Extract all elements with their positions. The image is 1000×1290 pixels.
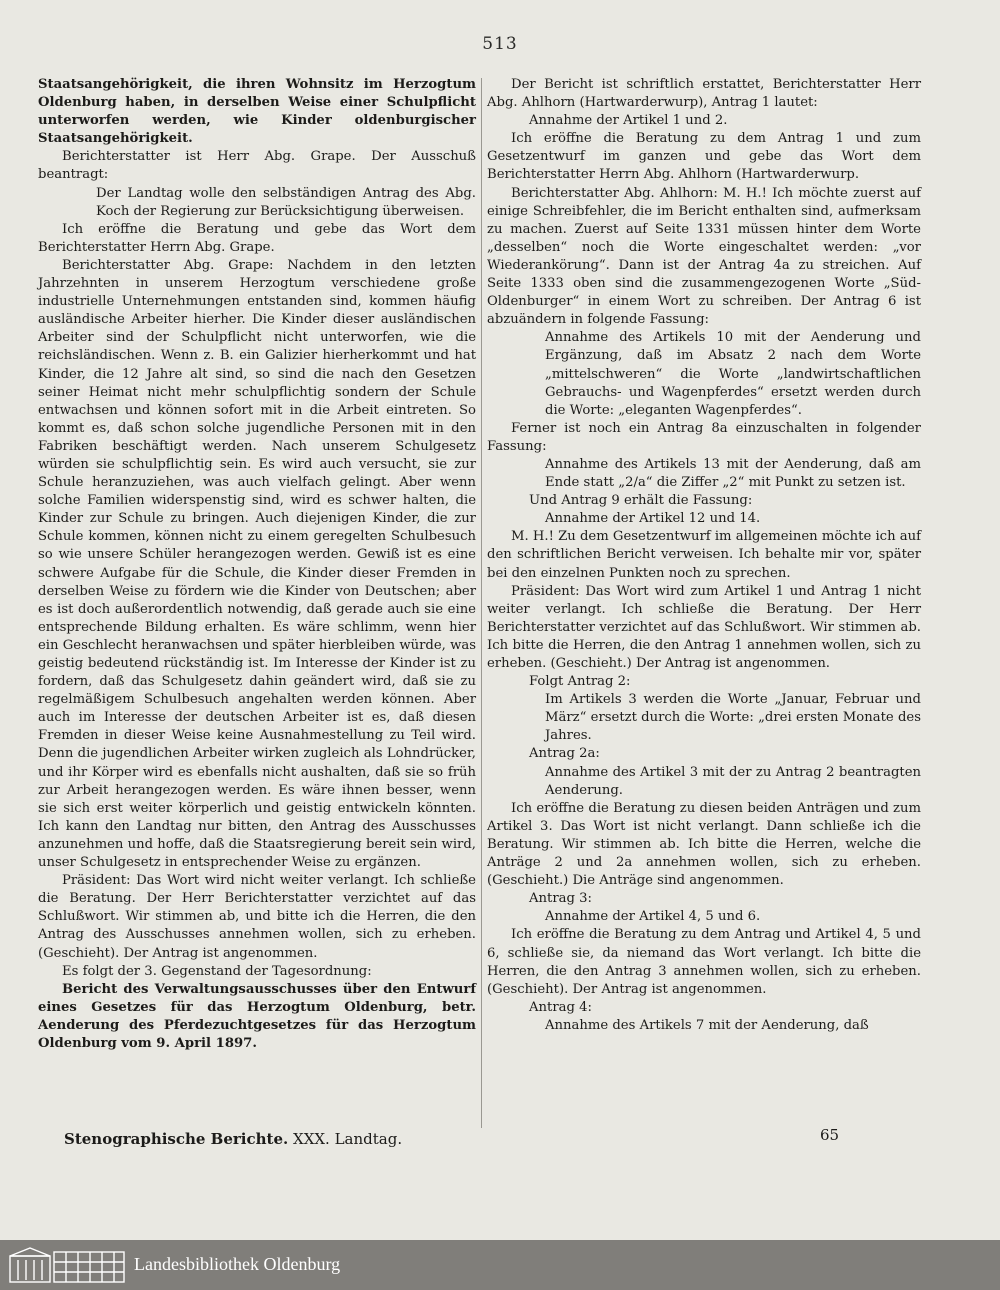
left-column-paragraph: Es folgt der 3. Gegenstand der Tagesordnung: bbox=[62, 963, 372, 979]
footer-title-rest: XXX. Landtag. bbox=[293, 1130, 403, 1148]
library-building-icon bbox=[8, 1246, 126, 1284]
left-column-paragraph: Berichterstatter Abg. Grape: Nachdem in den letzten Jahrzehnten in unserem Herzogtum verschiedene große industrielle Unternehmungen entstanden sind, kommen häufig ausländische Arbeiter hierher. Die Kinder dieser ausländischen Arbeiter sind der Schulpflicht nicht unterworfen, wie die reichsländischen. Wenn z. B. ein Galizier hierherkommt und hat Kinder, die 12 Jahre alt sind, so sind die nach den Gesetzen seiner Heimat nicht mehr schulpflichtig sondern der Schule entwachsen und können sofort mit in die Arbeit eintreten. So kommt es, daß schon solche jugendliche Personen mit in den Fabriken beschäftigt werden. Nach unserem Schulgesetz würden sie schulpflichtig sein. Es wird auch versucht, sie zur Schule heranzuziehen, was auch vielfach gelingt. Aber wenn solche Familien widerspenstig sind, wird es schwer halten, die Kinder zur Schule zu bringen. Auch diejenigen Kinder, die zur Schule kommen, können nicht zu einem geregelten Schulbesuch so wie unsere Schüler herangezogen werden. Gewiß ist es eine schwere Aufgabe für die Schule, die Kinder dieser Fremden in derselben Weise zu fördern wie die Kinder von Deutschen; aber es ist doch außerordentlich notwendig, daß gerade auch sie eine entsprechende Bildung erhalten. Es wäre schlimm, wenn hier ein Geschlecht heranwachsen und später hierbleiben würde, was geistig bedeutend rückständig ist. Im Interesse der Kinder ist zu fordern, daß das Schulgesetz dahin geändert wird, daß sie zu regelmäßigem Schulbesuch angehalten werden können. Aber auch im Interesse der deutschen Arbeiter ist es, daß diesen Fremden in dieser Weise keine Ausnahmestellung zu Teil wird. Denn die jugendlichen Arbeiter wirken zugleich als Lohndrücker, und ihr Körper wird es ebenfalls nicht aushalten, daß sie so früh zur Arbeit herangezogen werden. Es wäre ihnen besser, wenn sie sich erst weiter körperlich und geistig entwickeln könnten. Ich kann den Landtag nur bitten, den Antrag des Ausschusses anzunehmen und hoffe, daß die Staatsregierung bereit sein wird, unser Schulgesetz in entsprechender Weise zu ergänzen. bbox=[38, 257, 476, 871]
right-column-paragraph: Annahme der Artikel 1 und 2. bbox=[529, 113, 728, 129]
right-column-paragraph: Der Bericht ist schriftlich erstattet, Berichterstatter Herr Abg. Ahlhorn (Hartwarderwurp), Antrag 1 lautet: bbox=[487, 77, 921, 111]
left-column-paragraph: Berichterstatter ist Herr Abg. Grape. Der Ausschuß beantragt: bbox=[38, 149, 476, 183]
right-column-paragraph: Antrag 2a: bbox=[529, 746, 600, 762]
left-column-paragraph: Ich eröffne die Beratung und gebe das Wort dem Berichterstatter Herrn Abg. Grape. bbox=[38, 221, 476, 255]
left-column-paragraph: Der Landtag wolle den selbständigen Antrag des Abg. Koch der Regierung zur Berücksichtigung überweisen. bbox=[96, 185, 476, 219]
right-column-paragraph: Annahme der Artikel 12 und 14. bbox=[545, 511, 761, 527]
right-column-paragraph: Folgt Antrag 2: bbox=[529, 674, 631, 690]
right-column-paragraph: Und Antrag 9 erhält die Fassung: bbox=[529, 493, 753, 509]
right-column-paragraph: Antrag 3: bbox=[529, 891, 592, 907]
right-column-paragraph: Berichterstatter Abg. Ahlhorn: M. H.! Ich möchte zuerst auf einige Schreibfehler, die im Bericht enthalten sind, aufmerksam zu machen. Zuerst auf Seite 1331 müssen hinter dem Worte „desselben“ noch die Worte eingeschaltet werden: „vor Wiederankörung“. Dann ist der Antrag 4a zu streichen. Auf Seite 1333 oben sind die zusammengezogenen Worte „Süd-Oldenburger“ in einem Wort zu schreiben. Der Antrag 6 ist abzuändern in folgende Fassung: bbox=[487, 185, 921, 328]
left-column-paragraph: Staatsangehörigkeit, die ihren Wohnsitz im Herzogtum Oldenburg haben, in derselben Weise einer Schulpflicht unterworfen werden, wie Kinder oldenburgischer Staatsangehörigkeit. bbox=[38, 77, 476, 147]
sheet-number: 65 bbox=[820, 1126, 840, 1144]
library-name: Landesbibliothek Oldenburg bbox=[134, 1254, 341, 1274]
right-column-paragraph: Antrag 4: bbox=[529, 999, 592, 1015]
column-divider bbox=[481, 78, 482, 1128]
right-column-paragraph: Annahme des Artikels 13 mit der Aenderung, daß am Ende statt „2/a“ die Ziffer „2“ mit Punkt zu setzen ist. bbox=[545, 456, 921, 491]
right-column-paragraph: Annahme des Artikels 7 mit der Aenderung, daß bbox=[545, 1017, 869, 1033]
page-number: 513 bbox=[482, 34, 518, 54]
right-column-paragraph: Annahme des Artikels 10 mit der Aenderung und Ergänzung, daß im Absatz 2 nach dem Worte „mittelschweren“ die Worte „landwirtschaftlichen Gebrauchs- und Wagenpferdes“ ersetzt werden durch die Worte: „eleganten Wagenpferdes“. bbox=[545, 330, 921, 418]
right-column-paragraph: Im Artikels 3 werden die Worte „Januar, Februar und März“ ersetzt durch die Worte: „drei ersten Monate des Jahres. bbox=[545, 692, 921, 744]
footer-title bbox=[64, 1130, 402, 1148]
right-column bbox=[487, 76, 921, 1035]
right-column-paragraph: Präsident: Das Wort wird zum Artikel 1 und Antrag 1 nicht weiter verlangt. Ich schließe die Beratung. Der Herr Berichterstatter verzichtet auf das Schlußwort. Wir stimmen ab. Ich bitte die Herren, die den Antrag 1 annehmen wollen, sich zu erheben. (Geschieht.) Der Antrag ist angenommen. bbox=[487, 583, 921, 671]
right-column-paragraph: Ich eröffne die Beratung zu diesen beiden Anträgen und zum Artikel 3. Das Wort ist nicht verlangt. Dann schließe ich die Beratung. Wir stimmen ab. Ich bitte die Herren, welche die Anträge 2 und 2a annehmen wollen, sich zu erheben. (Geschieht.) Die Anträge sind angenommen. bbox=[487, 800, 921, 889]
right-column-paragraph: Ich eröffne die Beratung zu dem Antrag und Artikel 4, 5 und 6, schließe sie, da niemand das Wort verlangt. Ich bitte die Herren, die den Antrag 3 annehmen wollen, sich zu erheben. (Geschieht). Der Antrag ist angenommen. bbox=[487, 927, 921, 997]
right-column-paragraph: Annahme des Artikel 3 mit der zu Antrag 2 beantragten Aenderung. bbox=[545, 764, 921, 798]
right-column-paragraph: Annahme der Artikel 4, 5 und 6. bbox=[545, 909, 761, 925]
footer-title-bold: Stenographische Berichte. bbox=[64, 1130, 289, 1148]
right-column-paragraph: M. H.! Zu dem Gesetzentwurf im allgemeinen möchte ich auf den schriftlichen Bericht verweisen. Ich behalte mir vor, später bei den einzelnen Punkten noch zu sprechen. bbox=[487, 529, 921, 581]
left-column-paragraph: Bericht des Verwaltungsausschusses über den Entwurf eines Gesetzes für das Herzogtum Oldenburg, betr. Aenderung des Pferdezuchtgesetzes für das Herzogtum Oldenburg vom 9. April 1897. bbox=[38, 981, 476, 1051]
right-column-paragraph: Ferner ist noch ein Antrag 8a einzuschalten in folgender Fassung: bbox=[487, 420, 921, 454]
right-column-paragraph: Ich eröffne die Beratung zu dem Antrag 1 und zum Gesetzentwurf im ganzen und gebe das Wort dem Berichterstatter Herrn Abg. Ahlhorn (Hartwarderwurp. bbox=[487, 131, 921, 183]
left-column bbox=[38, 76, 476, 1053]
left-column-paragraph: Präsident: Das Wort wird nicht weiter verlangt. Ich schließe die Beratung. Der Herr Berichterstatter verzichtet auf das Schlußwort. Wir stimmen ab, und bitte ich die Herren, die den Antrag des Ausschusses annehmen wollen, sich zu erheben. (Geschieht). Der Antrag ist angenommen. bbox=[38, 873, 476, 961]
library-banner bbox=[0, 1240, 1000, 1290]
